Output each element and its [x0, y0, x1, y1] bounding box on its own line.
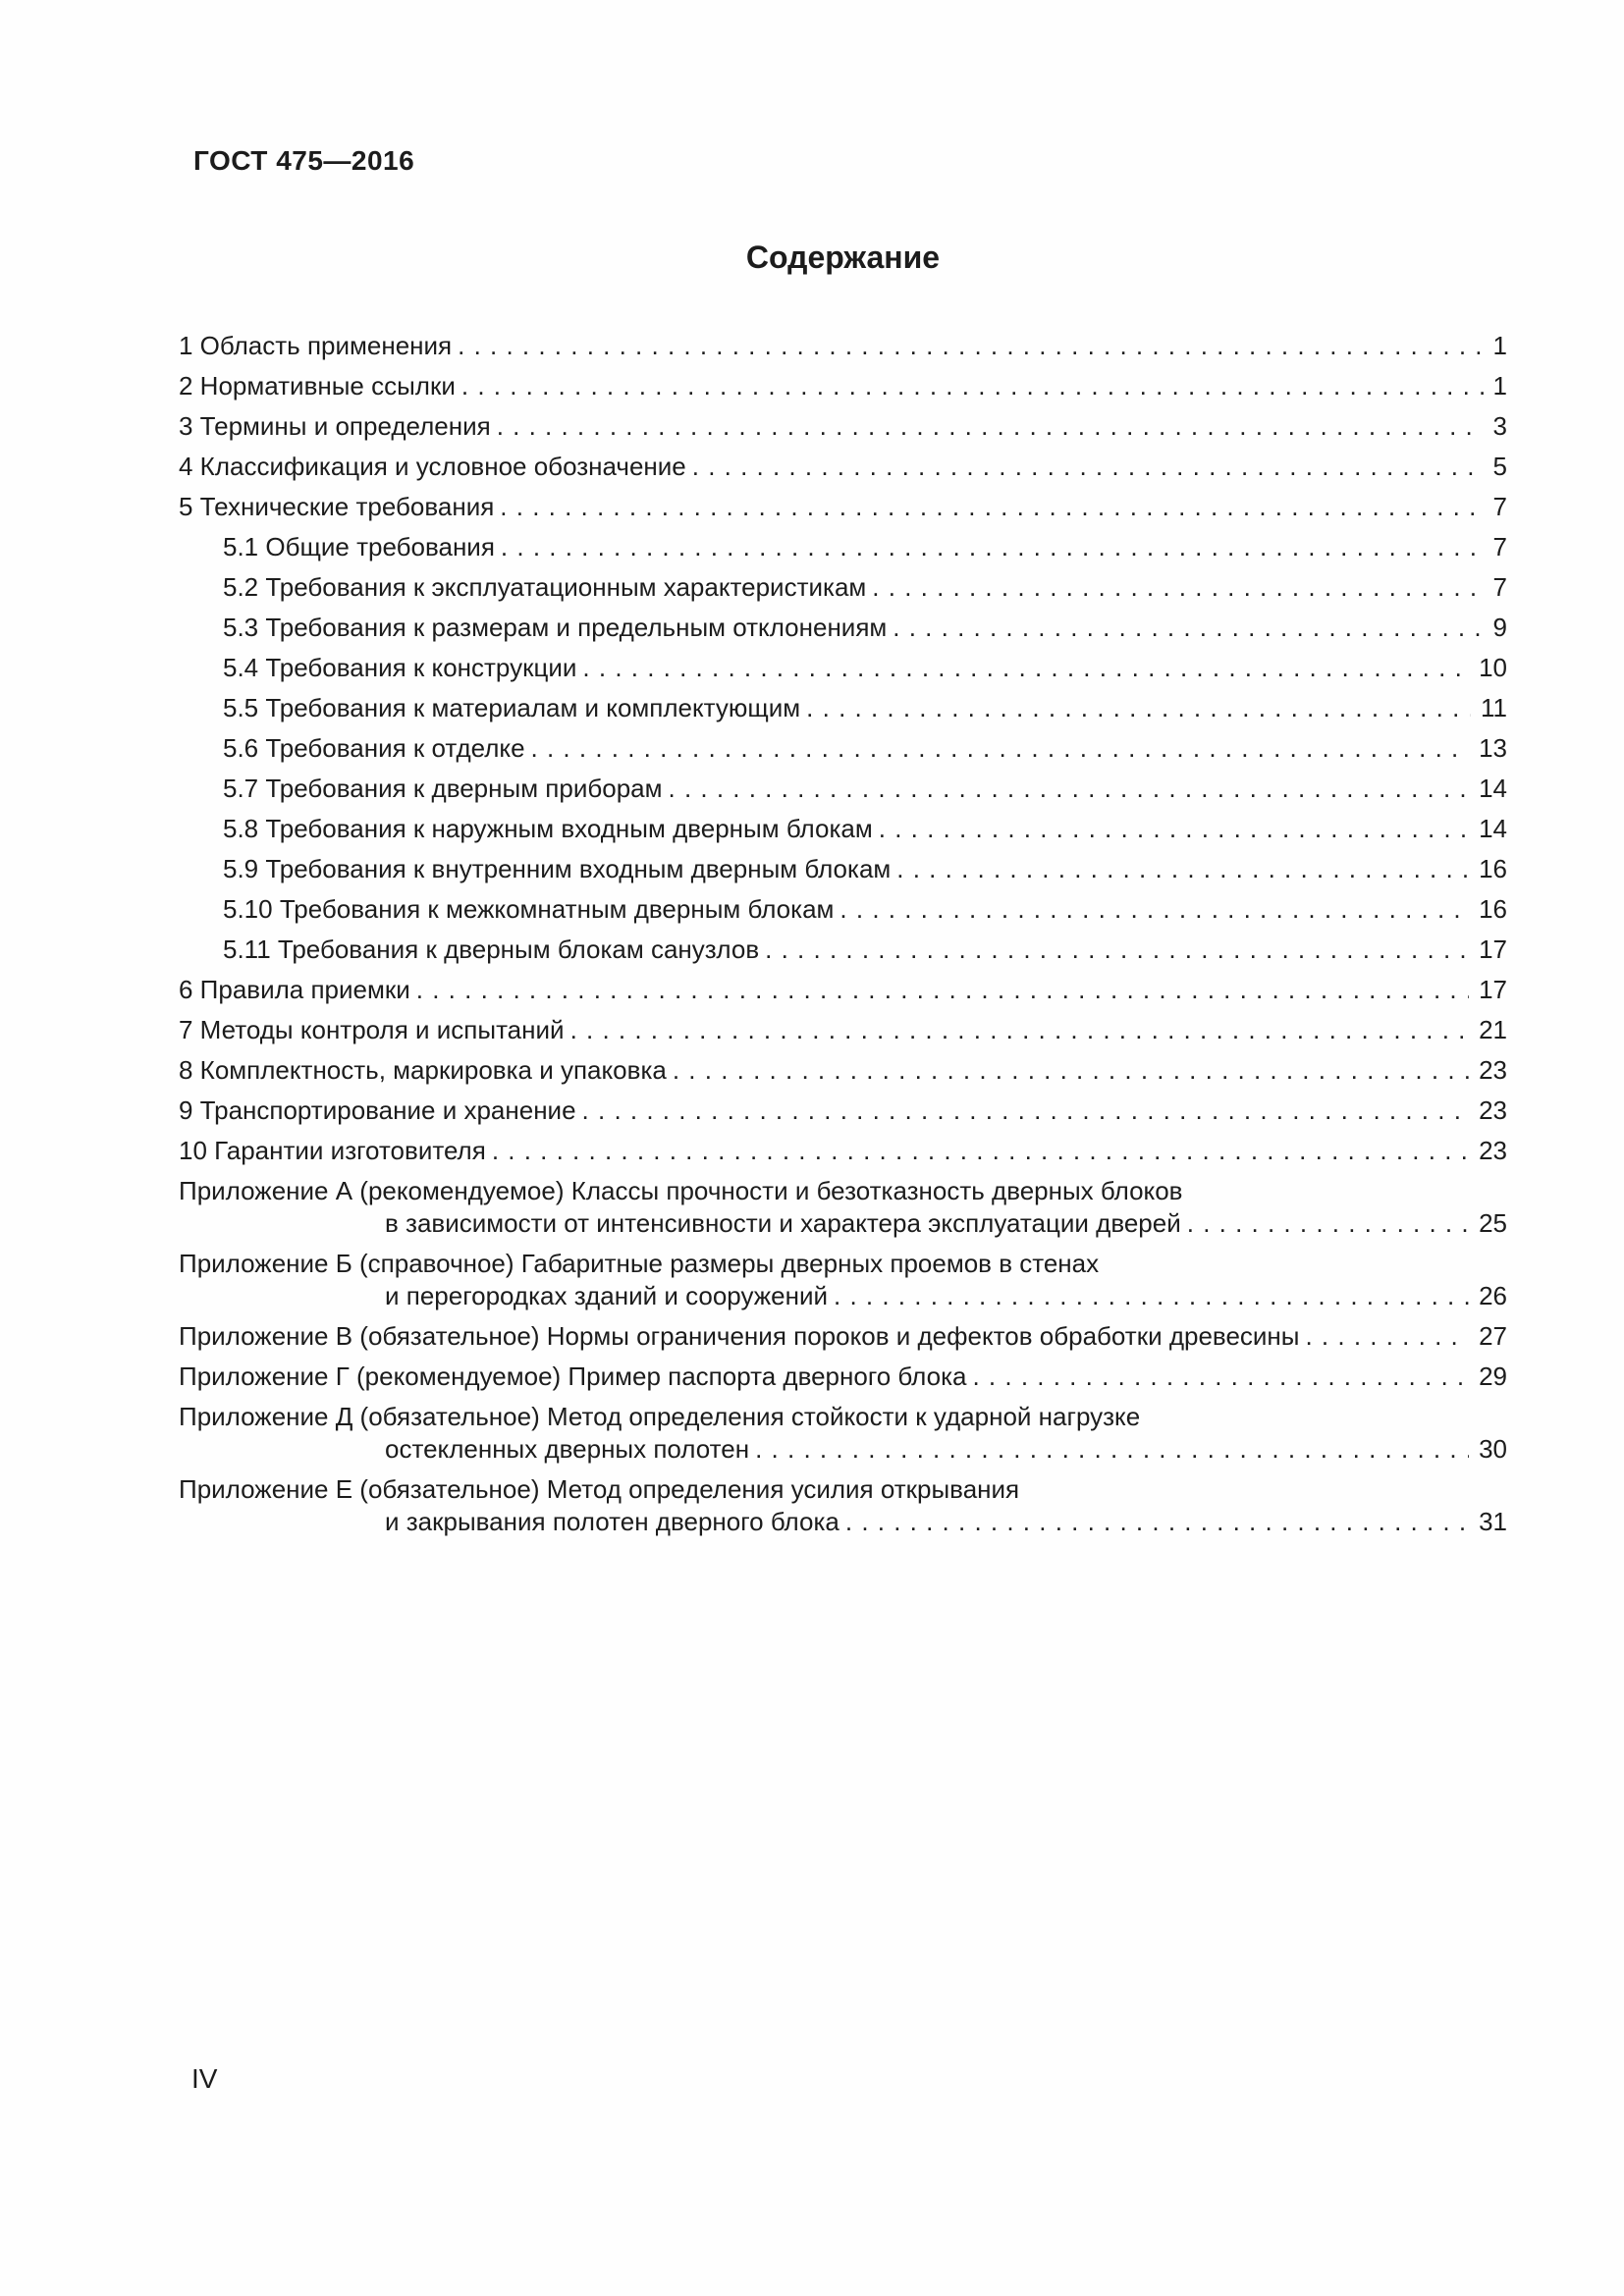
toc-entry-page: 14	[1479, 774, 1507, 803]
footer-page-number: IV	[191, 2063, 218, 2094]
toc-entry-label: остекленных дверных полотен	[385, 1434, 750, 1464]
toc-entry	[179, 773, 1507, 805]
toc-dot-leader	[673, 1054, 1469, 1087]
toc-dot-leader	[492, 1135, 1469, 1167]
toc-entry-page: 29	[1479, 1362, 1507, 1391]
toc-entry-label: 5.3 Требования к размерам и предельным отклонениям	[223, 613, 888, 642]
toc-entry-page: 1	[1492, 331, 1507, 360]
toc-dot-leader	[497, 410, 1484, 443]
toc-entry-label: 5.9 Требования к внутренним входным дверным блокам	[223, 854, 892, 883]
toc-entry-page: 16	[1479, 894, 1507, 924]
toc-dot-leader	[582, 652, 1469, 684]
toc-dot-leader	[972, 1361, 1469, 1393]
toc-entry-page: 31	[1479, 1507, 1507, 1536]
document-code: ГОСТ 475—2016	[193, 145, 415, 176]
toc-entry-label: 5.4 Требования к конструкции	[223, 653, 577, 682]
toc-entry-page: 1	[1492, 371, 1507, 400]
toc-entry-label: Приложение Б (справочное) Габаритные размеры дверных проемов в стенах	[179, 1249, 1100, 1278]
toc-entry-label: 8 Комплектность, маркировка и упаковка	[179, 1055, 667, 1085]
toc-entry-page: 23	[1479, 1055, 1507, 1085]
toc-entry-page: 11	[1481, 693, 1507, 722]
toc-entry-page: 17	[1479, 934, 1507, 964]
toc-entry-page: 3	[1492, 411, 1507, 441]
toc-entry	[179, 974, 1507, 1006]
toc-dot-leader	[1305, 1320, 1469, 1353]
toc-dot-leader	[806, 692, 1471, 724]
toc-entry	[179, 813, 1507, 845]
toc-entry	[179, 692, 1507, 724]
toc-entry	[179, 370, 1507, 402]
toc-entry-page: 23	[1479, 1136, 1507, 1165]
toc-entry-label: 5.1 Общие требования	[223, 532, 495, 561]
toc-entry-label: и перегородках зданий и сооружений	[385, 1281, 829, 1310]
toc-entry-page: 7	[1492, 492, 1507, 521]
toc-dot-leader	[834, 1280, 1469, 1312]
toc-entry-label: Приложение Д (обязательное) Метод определения стойкости к ударной нагрузке	[179, 1402, 1141, 1431]
toc-entry-label: 5.5 Требования к материалам и комплектующим	[223, 693, 801, 722]
toc-entry	[179, 612, 1507, 644]
toc-entry-label: Приложение В (обязательное) Нормы ограничения пороков и дефектов обработки древесины	[179, 1321, 1300, 1351]
toc-entry	[179, 410, 1507, 443]
toc-entry-label: 5 Технические требования	[179, 492, 495, 521]
toc-entry-label: 5.6 Требования к отделке	[223, 733, 525, 763]
toc-entry	[179, 571, 1507, 604]
toc-entry	[179, 330, 1507, 362]
toc-dot-leader	[896, 853, 1469, 885]
toc-entry-page: 21	[1479, 1015, 1507, 1044]
toc-entry	[179, 451, 1507, 483]
toc-dot-leader	[416, 974, 1469, 1006]
toc-entry	[179, 1014, 1507, 1046]
toc-entry-page: 5	[1492, 452, 1507, 481]
toc-entry-page: 7	[1492, 532, 1507, 561]
toc-dot-leader	[669, 773, 1470, 805]
toc-entry-label: 4 Классификация и условное обозначение	[179, 452, 686, 481]
toc-entry-page: 23	[1479, 1095, 1507, 1125]
toc-entry	[179, 1401, 1507, 1466]
toc-entry-label: 5.10 Требования к межкомнатным дверным блокам	[223, 894, 835, 924]
toc-entry	[179, 1320, 1507, 1353]
toc-entry-page: 14	[1479, 814, 1507, 843]
toc-entry	[179, 1135, 1507, 1167]
toc-entry-page: 17	[1479, 975, 1507, 1004]
toc-entry-label: 10 Гарантии изготовителя	[179, 1136, 486, 1165]
toc-entry	[179, 1054, 1507, 1087]
page-title: Содержание	[745, 240, 941, 275]
toc-entry-page: 30	[1479, 1434, 1507, 1464]
toc-entry-label: 5.7 Требования к дверным приборам	[223, 774, 663, 803]
toc-entry-page: 10	[1479, 653, 1507, 682]
toc-dot-leader	[531, 732, 1470, 765]
toc-dot-leader	[872, 571, 1483, 604]
toc-entry-label: 3 Термины и определения	[179, 411, 491, 441]
toc-entry-page: 25	[1479, 1208, 1507, 1238]
toc-entry	[179, 531, 1507, 563]
toc-dot-leader	[839, 893, 1469, 926]
toc-entry	[179, 1473, 1507, 1538]
toc-dot-leader	[765, 934, 1469, 966]
toc-entry-page: 16	[1479, 854, 1507, 883]
toc-entry	[179, 934, 1507, 966]
toc-entry-label: 6 Правила приемки	[179, 975, 410, 1004]
toc-entry	[179, 652, 1507, 684]
toc-entry-label: 5.2 Требования к эксплуатационным характеристикам	[223, 572, 867, 602]
toc-entry-label: в зависимости от интенсивности и характера эксплуатации дверей	[385, 1208, 1181, 1238]
toc-entry-label: Приложение Г (рекомендуемое) Пример паспорта дверного блока	[179, 1362, 967, 1391]
toc-entry-label: и закрывания полотен дверного блока	[385, 1507, 839, 1536]
toc-entry-label: 9 Транспортирование и хранение	[179, 1095, 576, 1125]
toc-entry	[179, 1175, 1507, 1240]
toc-entry-label: 5.11 Требования к дверным блокам санузлов	[223, 934, 760, 964]
toc-entry	[179, 893, 1507, 926]
toc-entry-page: 9	[1492, 613, 1507, 642]
toc-dot-leader	[461, 370, 1484, 402]
toc-entry-label: 2 Нормативные ссылки	[179, 371, 456, 400]
toc-entry-page: 26	[1479, 1281, 1507, 1310]
toc-dot-leader	[570, 1014, 1470, 1046]
toc-dot-leader	[1187, 1207, 1469, 1240]
toc-dot-leader	[501, 531, 1484, 563]
toc-dot-leader	[500, 491, 1483, 523]
toc-entry-label: 1 Область применения	[179, 331, 453, 360]
toc-dot-leader	[845, 1506, 1469, 1538]
toc-entry-label: Приложение А (рекомендуемое) Классы прочности и безотказность дверных блоков	[179, 1176, 1183, 1205]
toc-entry	[179, 853, 1507, 885]
toc-entry-label: 5.8 Требования к наружным входным дверным блокам	[223, 814, 873, 843]
toc-entry-page: 7	[1492, 572, 1507, 602]
toc-dot-leader	[879, 813, 1469, 845]
toc-entry-label: 7 Методы контроля и испытаний	[179, 1015, 565, 1044]
toc-entry	[179, 491, 1507, 523]
toc-entry-page: 27	[1479, 1321, 1507, 1351]
toc-entry	[179, 1361, 1507, 1393]
toc-dot-leader	[755, 1433, 1469, 1466]
toc-dot-leader	[893, 612, 1483, 644]
toc-dot-leader	[692, 451, 1484, 483]
toc-entry	[179, 732, 1507, 765]
toc-entry-label: Приложение Е (обязательное) Метод определения усилия открывания	[179, 1474, 1020, 1504]
table-of-contents	[179, 330, 1507, 1546]
toc-entry	[179, 1095, 1507, 1127]
toc-dot-leader	[582, 1095, 1470, 1127]
toc-entry	[179, 1248, 1507, 1312]
toc-dot-leader	[458, 330, 1483, 362]
toc-entry-page: 13	[1479, 733, 1507, 763]
